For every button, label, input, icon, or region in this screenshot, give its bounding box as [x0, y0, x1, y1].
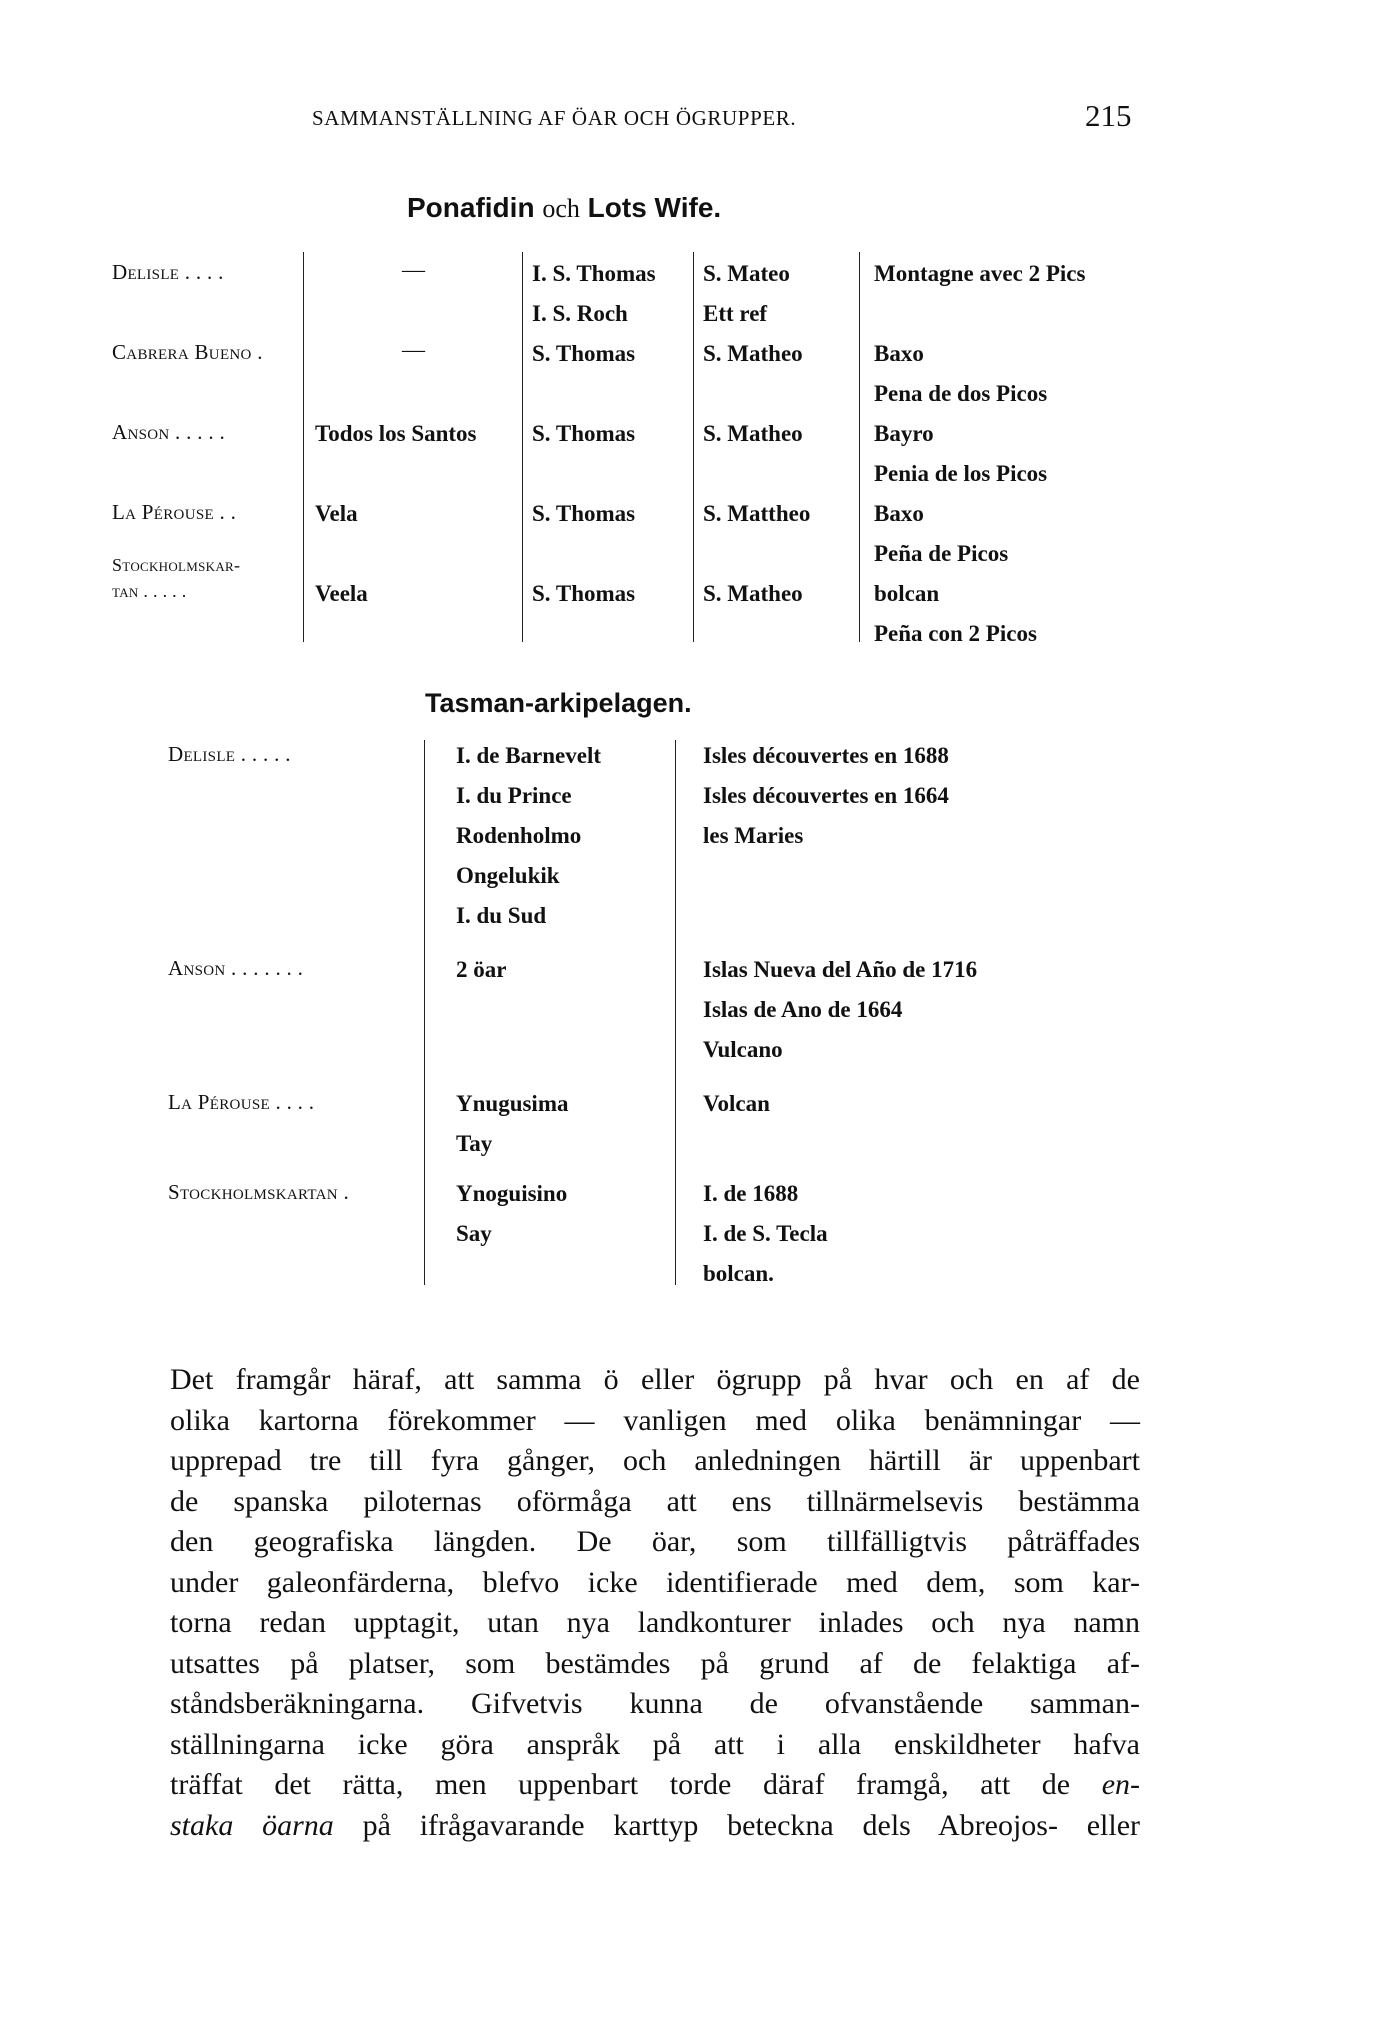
running-head: SAMMANSTÄLLNING AF ÖAR OCH ÖGRUPPER.	[312, 106, 797, 130]
table-cell: Vela	[315, 501, 358, 526]
table-cell: S. Thomas	[532, 341, 636, 366]
table-source-label: La Pérouse . .	[112, 500, 237, 524]
table-cell: Pena de dos Picos	[874, 381, 1048, 406]
table-source-label: Delisle . . . .	[112, 260, 224, 284]
table-cell: Bayro	[874, 421, 934, 446]
table-cell: S. Matheo	[703, 581, 803, 606]
paragraph-line-mixed	[170, 1806, 1140, 1847]
table-source-label: Delisle . . . . .	[168, 742, 291, 766]
table-cell: Todos los Santos	[315, 421, 477, 446]
table-cell: S. Thomas	[532, 581, 636, 606]
table-source-label-cont: tan . . . . .	[112, 581, 187, 601]
table-cell: Baxo	[874, 501, 924, 526]
paragraph-line: olika kartorna förekommer — vanligen med olika benämningar —	[170, 1403, 1140, 1437]
table-cell: Ett ref	[703, 301, 768, 326]
table-cell: Ynoguisino	[456, 1181, 568, 1206]
column-rule	[859, 252, 860, 642]
table-cell: I. S. Roch	[532, 301, 628, 326]
table-cell: Isles découvertes en 1688	[703, 743, 949, 768]
table-cell: S. Thomas	[532, 421, 636, 446]
table-cell: bolcan.	[703, 1261, 774, 1286]
paragraph-line: de spanska piloternas oförmåga att ens tillnärmelsevis bestämma	[170, 1484, 1140, 1518]
paragraph-line: under galeonfärderna, blefvo icke identifierade med dem, som kar-	[170, 1565, 1140, 1599]
table-cell: Islas de Ano de 1664	[703, 997, 903, 1022]
table-cell: —	[402, 257, 425, 282]
table-cell: Rodenholmo	[456, 823, 582, 848]
table-cell: S. Thomas	[532, 501, 636, 526]
table-cell: I. du Sud	[456, 903, 547, 928]
paragraph-italic: staka öarna	[170, 1808, 334, 1842]
column-rule	[424, 740, 425, 1285]
table-cell: I. de S. Tecla	[703, 1221, 828, 1246]
table-cell: Penia de los Picos	[874, 461, 1048, 486]
section-title-tasman: Tasman-arkipelagen.	[425, 688, 692, 718]
paragraph-line: ståndsberäkningarna. Gifvetvis kunna de ofvanstående samman-	[170, 1687, 1140, 1720]
paragraph-line: ställningarna icke göra anspråk på att i alla enskildheter hafva	[170, 1727, 1140, 1761]
paragraph-line: torna redan upptagit, utan nya landkonturer inlades och nya namn	[170, 1606, 1140, 1639]
table-cell: I. S. Thomas	[532, 261, 656, 286]
table-cell: Veela	[315, 581, 368, 606]
table-cell: Ongelukik	[456, 863, 560, 888]
table-cell: bolcan	[874, 581, 940, 606]
section-title-ponafidin	[407, 192, 721, 224]
paragraph-line-mixed	[170, 1765, 1140, 1806]
table-cell: Peña con 2 Picos	[874, 621, 1037, 646]
column-rule	[522, 252, 523, 642]
table-cell: I. de Barnevelt	[456, 743, 602, 768]
table-cell: Vulcano	[703, 1037, 783, 1062]
table-cell: Say	[456, 1221, 492, 1246]
column-rule	[303, 252, 304, 642]
title-part-a: Ponafidin	[407, 192, 535, 223]
table-cell: Montagne avec 2 Pics	[874, 261, 1086, 286]
table-source-label: Anson . . . . . . .	[168, 956, 304, 980]
paragraph-line-text: på ifrågavarande karttyp beteckna dels Abreojos- eller	[362, 1808, 1141, 1842]
paragraph-line: utsattes på platser, som bestämdes på grund af de felaktiga af-	[170, 1646, 1140, 1680]
paragraph-line-text: träffat det rätta, men uppenbart torde däraf framgå, att de	[170, 1768, 1071, 1801]
title-part-och: och	[542, 194, 580, 223]
table-source-label: Stockholmskar-	[112, 555, 241, 575]
table-cell: S. Mateo	[703, 261, 790, 286]
table-cell: S. Matheo	[703, 421, 803, 446]
paragraph-line: den geografiska längden. De öar, som tillfälligtvis påträffades	[170, 1525, 1140, 1558]
table-cell: Isles découvertes en 1664	[703, 783, 949, 808]
table-source-label: Anson . . . . .	[112, 420, 226, 444]
table-cell: —	[402, 337, 425, 362]
page-number: 215	[1085, 98, 1132, 133]
paragraph-line: Det framgår häraf, att samma ö eller ögrupp på hvar och en af de	[170, 1363, 1140, 1396]
table-cell: Peña de Picos	[874, 541, 1009, 566]
table-cell: les Maries	[703, 823, 804, 848]
table-cell: 2 öar	[456, 957, 507, 982]
title-part-b: Lots Wife.	[587, 192, 722, 223]
table-source-label: La Pérouse . . . .	[168, 1090, 315, 1114]
table-cell: Islas Nueva del Año de 1716	[703, 957, 978, 982]
table-cell: I. de 1688	[703, 1181, 799, 1206]
column-rule	[693, 252, 694, 642]
table-source-label: Stockholmskartan .	[168, 1180, 350, 1204]
table-cell: Volcan	[703, 1091, 770, 1116]
table-source-label: Cabrera Bueno .	[112, 340, 263, 364]
table-cell: Baxo	[874, 341, 924, 366]
column-rule	[675, 740, 676, 1285]
paragraph-italic: en-	[1101, 1768, 1140, 1801]
paragraph-line: upprepad tre till fyra gånger, och anledningen härtill är uppenbart	[170, 1444, 1140, 1477]
table-cell: S. Matheo	[703, 341, 803, 366]
table-cell: S. Mattheo	[703, 501, 811, 526]
table-cell: Ynugusima	[456, 1091, 569, 1116]
table-cell: I. du Prince	[456, 783, 572, 808]
body-paragraph	[170, 1360, 1140, 1846]
table-cell: Tay	[456, 1131, 493, 1156]
